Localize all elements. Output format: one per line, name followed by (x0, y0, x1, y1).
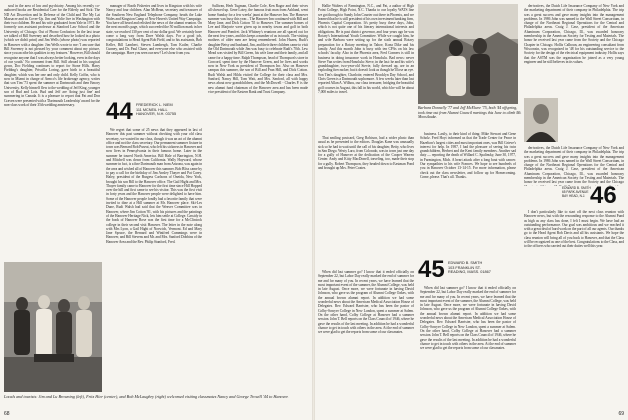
column-text: manager of Booth Fisheries and lives in Kingston with his wife Nancy and four children. Alan McBean, secretary and treasurer of the Southern New England Telephone Company, heads the Lake Wales and Kingston Camp of New Haven's United Way Campaign. You have all heard and relished the news of the alumni reunion. On the next month's page, which succeeded the 50 million mark in her state, we reached 130 per cent of our dollar goal. We certainly have come a long way from Dave Walsh days. For a good job, congratulations to Head Agent Bob Field, and to his assistants, Bob Keller, Bill Lambert, Steven Lumbergh, Tom Kutler, Charlie Cunney, and Dr. Paul Chase, and everyone else who assisted with the campaign. Have you seen our new? Let's hear from you. (106, 4, 202, 56)
column-text: Hallie Walters of Farmington, N.C., and Pat, a author of High Point College, High Point, N.C. Thanks to our loyalty WATS line we got through to Sandy John Courter out there in Phoenix, and we learned that he is still president of his own investment banking firm, Phoenix Capital Corporation. It's pretty busy these days, John, which is not quite one of his literary international interests and obligations. He is past district governor, and four years ago he was Rotary's International Youth Committee. While we caught him, he and wife Barbara were setting up for the sixth annual Rotary preparation for a Rotary meeting in Tahoe, Kona Dike and his family. And this month John is busy with ten CPAs on his law schools' faculty. Also in the Phoenix area, Fred Conners is still in business in doing insurance work in Honolulu. Bad news: never Steve Van writes from Honolulu: Steve, in the last: he and his wife's granddaughter, two-year-old Stevie, fully dressed up, are in an exploding firecracker, but it doesn't look as though he'll lose an eye. Son Tim's daughter, Charlotte, entered Brooklyn Day School, and Chris Green is a Dartmouth sophomore. A few weeks later than last reported Allan A. Wilhou, our class treasurer, bridging the beautiful golf courses in August, this fall in his world, which he will be about 7,000 miles to travel. (318, 4, 414, 94)
class-secretary-address-46 (562, 186, 591, 198)
address-line: 65 PARK AVENUE (562, 190, 589, 194)
column-text: When did last summer go? I know that it ended officially on September 22, but Labor Day really marked the end of summer for me and for many of you. In recent years, we have learned that the most important event of the summer, the Alumni College, was held in late August. Once more, we were fortunate in having David Johnson, who gave us the program of Alumni College Oakes, with the annual brown alumni report. In addition we had some wonderful news about the American Medical Association House of Delegates. Rev. Edward Barrister, who has been the pastor of Colby-Sawyer College in New London, spent a summer at Salem. On the other hand, Colby College at Hanover had a summer session. John T. Bell reports on the Class Council of 1946, where he gave the results of the last meeting. In addition he had a wonderful chance to get in touch with others in the area. At the end of summer we were glad to get the reports from some of our classmates. (420, 286, 516, 351)
column-text: I don't particularly like to start off the next class reunion with Hanover news, but with the resounding response to the Alumni Fund as high as any class has done, I felt I must begin. We have had an outstanding performance. Our goal was ambitious and we reached it with a great deal of hard work on the part of all our agents. Our thanks go to the Head Agent Bob Davis and all his assistants. We hope the class reunion will bring all of you back to Hanover, and that the Class will be recognized as one of the best. Congratulations to the Class, and to the officers who carried out their duties well this year. (524, 210, 624, 249)
address-line: HANOVER, N.H. 03755 (136, 112, 177, 117)
class-secretary-address (136, 103, 176, 117)
right-column-1b (318, 136, 414, 266)
class-year-number: 44 (106, 98, 133, 125)
group-photo-image (4, 262, 102, 392)
right-column-3b (524, 210, 624, 410)
column-text: Sullivan, Herb Tugman, Charlie Cole, Ken Ragor and their wives all showed up. Gene Lotey, the famous fruit man from Ashland, went home Sunday for a few weeks' jaunt at the Hanover Inn. The Hanover summer was busy this year... The Hanover Inn continued with Bill and Mary Jane, and Dick Cotton '55 to Hanover. The summer homes of Lee and Marjorie were given up in nearby towns and golf in both Hanover and Pomfret. Jack Whitney's reunions are all spaced out for the next few years, and this keeps a number of us in touch. The visiting mothers of older men are being remembered. John Hazen, Rudi's daughter Betsy and husband, Jim, and their three children came to visit the Old Dartmouth while Jim was busy to celebrate Rudi's 70th. Lew Mead was visited by Bill Green, his wife Jane and their family, and all came for a happy time. Ralph Thompson, head of Thompson's store in Concord, spent time by the Hanover Green, and he lives and works now in New York as president of Thompson Inc. Also on Hanover campus this summer, the son of Bill and Fran Hill, and Dick Cotton. Rudi Walsh and Hilda visited the College for their class and Mrs. Sanford, Nancy Hill, Tom Watt, and Mrs. Sanford, all with happy news about new grandchildren, and the McDowell - Charles P. is the new alumni fund chairman of the Hanover area and has been made vice president of the Eastern Bank and Trust Company. (208, 4, 308, 94)
mountain-photo-image (418, 4, 518, 104)
right-column-3 (524, 4, 624, 96)
column-text: derivatives, the Dutch Life Insurance Company of New York and the marketing department of their company in Philadelphia. The trip was a great success and gave many insights into the management problems. In 1986 John was named to the Wall Street Consortium, in charge of the Northeast Regional Operations for the Central and Philadelphia areas. Craig J. Case, president of the American Aluminum Corporation, Chicago, Ill., was awarded honorary membership in the American Society for Testing and Materials. The honor he received last year came from the Society and the Chicago (524, 146, 624, 185)
right-column-1c (318, 270, 414, 410)
right-page (314, 0, 628, 420)
right-column-2 (420, 132, 516, 232)
address-line: EDWARD B. SMITH (562, 186, 591, 190)
column-text: business. Lastly, to their kind of thing: Mike Stewart and Gene Scholz. Fred Hoyt informed us that the Trade Center for Peace in Hazelton's largest cities and most important ones, was Bill Grieve's interest for help. In 1987, I had the pleasure of seeing his twin grandchildren, Herbert and the Kent family members. Another sad duty — reporting the death of Willard C. Spalinsky, June 30, 1977, in Farmington, Mich. A heart attack after a long bout with cancer. Our sympathies to his wife Frances. We hope to see hundreds of you in Hanover October 13-14-15. For more information, please check out the class newsletter, and follow up for Homecoming. Come, please. That's all. Thanks. (420, 132, 516, 179)
column-text: We regret that some of 25 news that they appeared in last of Hanover this past summer without checking with your old class secretary, we wasted in our class, though it was an act of the alumni office and not the class secretary. Our permanent summer fixture in town was Bernard Bob Puseat, who left his sickness in Hanover and now lives in Pennsylvania in their famous home. Later in the summer he toured North America. Bill Hale of Barrington, N.H. and Mitchell was down from California. Wally Hayward, whose summer in fact, is a fine Dartmouth man from Arizona, was again in the area and wished all of Hanover this summer. Bob Bliss came by to pay a call for the birthday of Jim Ansley Thayer and Pat Carey. Haley, president of the Burgess Carlsons of Oneida, New York, brought his son Bill to the Hanover office. The Gail Hight and Mrs. Thayer family came to Hanover for the first time since Hill Hopped over the hill and first came to see his visitor. This was the first visit in forty years and the Hanover people were delighted to have him. Some of the Hanover people fondly had a favorite family that were invited to dine at a Hill summer at Mr. Hanover place. Ski-Les Dune, Rudi Walsh had said that the Weaver Committee was in Hanover, where Jim Cotton '81, with his pictures and the paintings of the Hanover Heritage Nick, lets him settle at College. Cassidy in the book of Hanover Rose was the first time for a McClintock college in their second visit Hanover. The letter in the note along with Mrs Lyon, a Gail Hight of Norwich, Vermont. Ed and Mary Jane Spruce, the Bernard and Winifred Cummings were in Hanover, and Bill Stevens and Mr. and Mrs. Sanford Dobbins of the Hanover Area and the Rev. Philip Stanford, Fred. (106, 128, 202, 244)
left-column-3 (208, 4, 308, 95)
address-line: 111 MCNEIL HALL (136, 107, 168, 112)
mountain-photo-caption: Barbara Donnelly '77 and Jeff McElwee '75, both '44 offspring, took time out from Alumni Council meetings this June to climb Mt. Moosilauke. (418, 106, 522, 120)
class-year-number: 45 (418, 256, 445, 283)
right-column-3-mid (524, 146, 624, 186)
address-line: BAY HEAD, N.J. (562, 194, 586, 198)
class-secretary-address (448, 261, 491, 275)
group-photo (4, 262, 102, 392)
right-column-1 (318, 4, 414, 134)
left-column-2b (106, 128, 202, 368)
photo-caption: Locals and tourists: Jim and Lu Browning (left), Fritz Hier (center), and Bob McLaughry (right) welcomed visiting classmates Nancy and George Trowill '44 to Hanover. (4, 394, 289, 399)
page-number: 69 (618, 411, 624, 417)
column-text: soul in the area of law and psychiatry. Among his recently co-authored books are Residential Care for the Elderly and Sick: The ND Act Discretion and In Defense of the Child and The My Lai Massacre and its Cover-Up. Jim and Yolie live in Washington with their two children. He and his wife graduated from Yale in 1971. He formerly was assistant professor at Stanford Law School and the University of Chicago. Out of Phono Confusion: In the last issue we talked of Bill Sweeney and described how he looked in a photo (which we didn't print) and Jim Wells (whose photo) was reported in Hanover with a daughter. Jim Wells wrote to me: 'I am sure that Bill Sweeney is not pleased by your comment about my picture, since you ascribe his qualities to my features.' However, Bill should recognize anyone that I was always better looking, even in the days of our youth.' No comment from Bill. Still abroad in his surgical gown, Doc Fielding continues to report for Stone Hills. Harry Fielding's daughter, Priscilla Loring, gave birth to a beautiful daughter, which was her one and only child. Kelly Coffin, who is now in Miami in charge of Armco's life brokerage agency, writes that son Tim '73 spent the summer at Dartmouth and then Emory University. Kelly himself flew to the wedding of Jeff King, younger son of Bud and Lois. Bud and Jeff are 'doing just fine' and summering in Canada. It is a pleasure to report that Pat and Don Craven were presented with a 'Dartmouth Leadership' award for the non-class work of their 35th wedding anniversary. (4, 4, 100, 107)
column-text: derivatives, the Dutch Life Insurance Company of New York and the marketing department of their company in Philadelphia. The trip was a great success and gave many insights into the management problems. In 1986 John was named to the Wall Street Consortium, in charge of the Northeast Regional Operations for the Central and Philadelphia areas. Craig J. Case, president of the American Aluminum Corporation, Chicago, Ill., was awarded honorary membership in the American Society for Testing and Materials. The honor he received last year came from the Society and the Chicago Chapter in Chicago. Hollis Calhoun, an engineering consultant from Wisconsin, was recognized in '48 for his outstanding service to the Society for the design of the electrical equipment industry. Hollis says that the ASTM was the organization he joined as a very young engineer and he still believes in its values. (524, 4, 624, 64)
left-column-2 (106, 4, 202, 57)
address-line: EDWARD B. SMITH (448, 261, 483, 265)
column-text: When did last summer go? I know that it ended officially on September 22, but Labor Day really marked the end of summer for me and for many of you. In recent years, we have learned that the most important event of the summer, the Alumni College, was held in late August. Once more, we were fortunate in having David Johnson, who gave us the program of Alumni College Oakes, with the annual brown alumni report. In addition we had some wonderful news about the American Medical Association House of Delegates. Rev. Edward Barrister, who has been the pastor of Colby-Sawyer College in New London, spent a summer at Salem. On the other hand, Colby College at Hanover had a summer session. John T. Bell reports on the Class Council of 1946, where he gave the results of the last meeting. In addition he had a wonderful chance to get in touch with others in the area. At the end of summer we were glad to get the reports from some of our classmates. (318, 270, 414, 335)
column-text: That smiling postcard, Greg Robison, had a wider photo than usual as he presented to the editors. Douglas Kane was unusually sick so he had to wait until the call of his daughter, Betty, who lives in San Diego. Westy Laro, from Colorado, was in town just one day for a gully of Hanover at the dedication of the Cooper Warren Center. Andy and Kitty MacDonell, traveling, too, made their stop for a gully. Robert Thompson, they headed down to Eastman Pond and brought up Mrs. Peter Coates. (318, 136, 414, 171)
address-line: 103 FRANKLIN ST. (448, 265, 481, 270)
address-line: FREDERICK L. NIEM (136, 103, 173, 107)
address-line: READING, MASS. 01867 (448, 270, 491, 275)
left-column-1 (4, 4, 100, 108)
right-column-2b (420, 286, 516, 412)
portrait-photo (524, 98, 558, 142)
mountain-photo (418, 4, 518, 104)
portrait-image (524, 98, 558, 142)
page-number: 68 (4, 411, 10, 417)
class-year-number-46: 46 (590, 182, 617, 209)
